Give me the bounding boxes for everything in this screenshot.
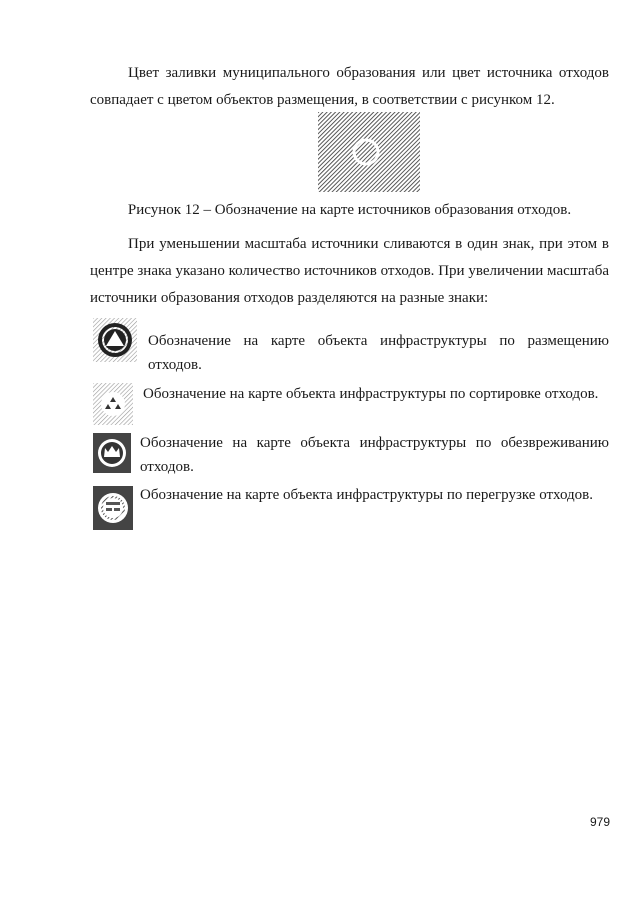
transfer-grid-icon: [93, 486, 133, 530]
triangle-in-circle-icon: [93, 318, 137, 362]
dots-triangle-icon: [93, 383, 133, 425]
paragraph-scale: При уменьшении масштаба источники сливаются в один знак, при этом в центре знака указано количество источников отходов. При увеличении масштаба источники образования отходов разделяются на разные знаки:: [90, 236, 609, 306]
legend-text-sorting: Обозначение на карте объекта инфраструктуры по сортировке отходов.: [143, 386, 599, 402]
legend-text-transfer: Обозначение на карте объекта инфраструктуры по перегрузке отходов.: [140, 487, 594, 503]
paragraph-fill-color: Цвет заливки муниципального образования или цвет источника отходов совпадает с цветом объектов размещения, в соответствии с рисунком 12.: [90, 65, 609, 108]
legend-text-disposal: Обозначение на карте объекта инфраструктуры по размещению отходов.: [148, 333, 609, 373]
figure-caption: Рисунок 12 – Обозначение на карте источников образования отходов.: [127, 202, 572, 218]
page-number: 979: [589, 815, 610, 829]
circle-ring-icon: [318, 112, 420, 192]
crown-in-circle-icon: [93, 433, 131, 473]
legend-text-neutralization: Обозначение на карте объекта инфраструктуры по обезвреживанию отходов.: [140, 435, 609, 475]
